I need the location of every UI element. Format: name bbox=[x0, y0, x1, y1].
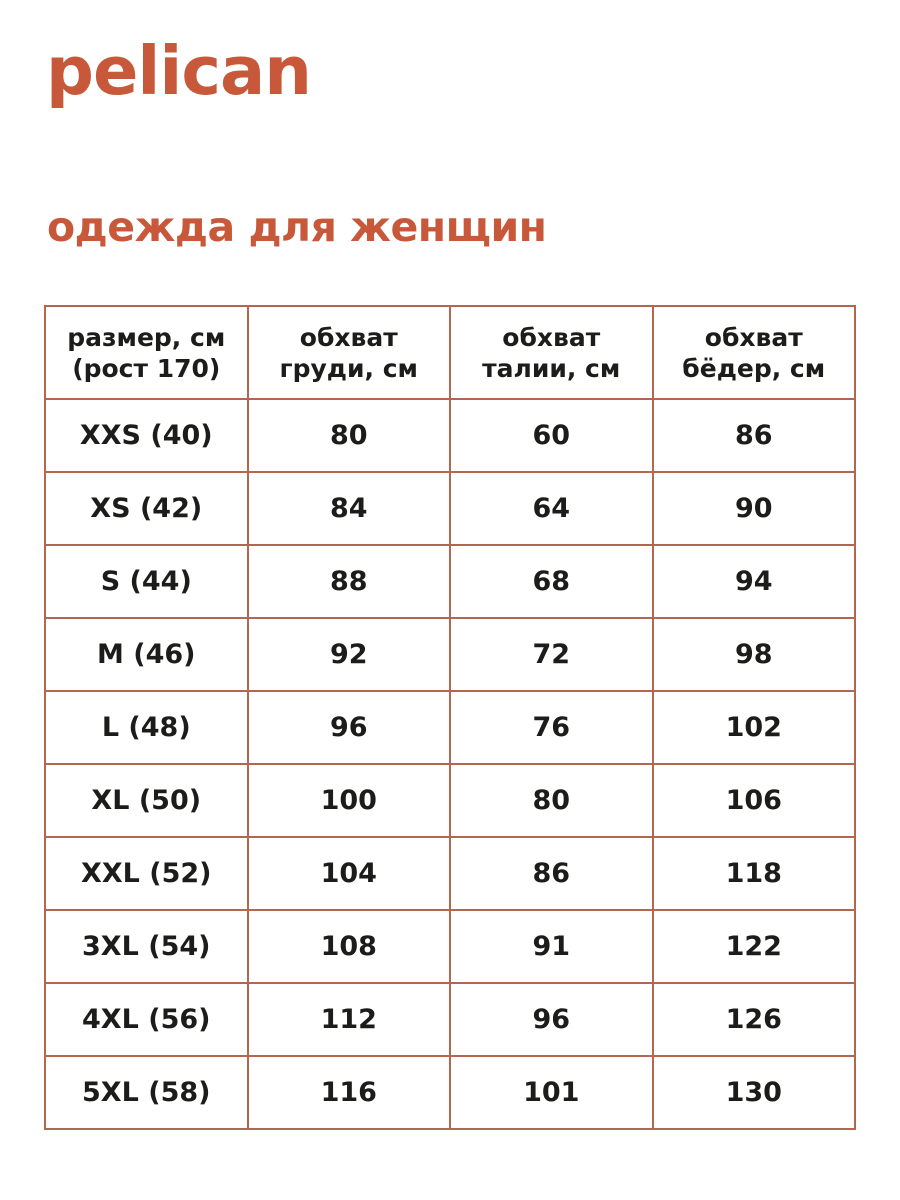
size-cell: M (46) bbox=[45, 618, 248, 691]
size-table-body bbox=[45, 399, 855, 1129]
waist-cell: 76 bbox=[450, 691, 653, 764]
waist-cell: 68 bbox=[450, 545, 653, 618]
waist-cell: 60 bbox=[450, 399, 653, 472]
size-cell: XXL (52) bbox=[45, 837, 248, 910]
hips-cell: 122 bbox=[653, 910, 856, 983]
chest-cell: 80 bbox=[248, 399, 451, 472]
size-cell: 4XL (56) bbox=[45, 983, 248, 1056]
table-row bbox=[45, 691, 855, 764]
header-hips bbox=[653, 306, 856, 399]
size-cell: 5XL (58) bbox=[45, 1056, 248, 1129]
chest-cell: 100 bbox=[248, 764, 451, 837]
waist-cell: 64 bbox=[450, 472, 653, 545]
table-row bbox=[45, 837, 855, 910]
size-cell: XS (42) bbox=[45, 472, 248, 545]
table-row bbox=[45, 983, 855, 1056]
size-table-head bbox=[45, 306, 855, 399]
table-row bbox=[45, 545, 855, 618]
waist-cell: 86 bbox=[450, 837, 653, 910]
hips-cell: 118 bbox=[653, 837, 856, 910]
hips-cell: 86 bbox=[653, 399, 856, 472]
hips-cell: 102 bbox=[653, 691, 856, 764]
waist-cell: 101 bbox=[450, 1056, 653, 1129]
waist-cell: 72 bbox=[450, 618, 653, 691]
header-waist-line2: талии, см bbox=[482, 353, 621, 383]
header-size bbox=[45, 306, 248, 399]
size-cell: S (44) bbox=[45, 545, 248, 618]
header-hips-line2: бёдер, см bbox=[682, 353, 826, 383]
table-row bbox=[45, 399, 855, 472]
size-cell: 3XL (54) bbox=[45, 910, 248, 983]
hips-cell: 94 bbox=[653, 545, 856, 618]
header-chest-line2: груди, см bbox=[279, 353, 418, 383]
header-chest bbox=[248, 306, 451, 399]
header-chest-line1: обхват bbox=[299, 322, 398, 352]
chest-cell: 84 bbox=[248, 472, 451, 545]
waist-cell: 96 bbox=[450, 983, 653, 1056]
header-waist-line1: обхват bbox=[502, 322, 601, 352]
header-row bbox=[45, 306, 855, 399]
chest-cell: 88 bbox=[248, 545, 451, 618]
chest-cell: 112 bbox=[248, 983, 451, 1056]
size-cell: XL (50) bbox=[45, 764, 248, 837]
chest-cell: 92 bbox=[248, 618, 451, 691]
chest-cell: 96 bbox=[248, 691, 451, 764]
hips-cell: 126 bbox=[653, 983, 856, 1056]
hips-cell: 98 bbox=[653, 618, 856, 691]
waist-cell: 91 bbox=[450, 910, 653, 983]
header-waist bbox=[450, 306, 653, 399]
hips-cell: 130 bbox=[653, 1056, 856, 1129]
page-title: одежда для женщин bbox=[47, 203, 547, 251]
header-hips-line1: обхват bbox=[704, 322, 803, 352]
table-row bbox=[45, 1056, 855, 1129]
size-cell: XXS (40) bbox=[45, 399, 248, 472]
chest-cell: 108 bbox=[248, 910, 451, 983]
size-table bbox=[44, 305, 856, 1130]
header-size-line1: размер, см bbox=[67, 322, 226, 352]
waist-cell: 80 bbox=[450, 764, 653, 837]
table-row bbox=[45, 910, 855, 983]
hips-cell: 106 bbox=[653, 764, 856, 837]
chest-cell: 104 bbox=[248, 837, 451, 910]
table-row bbox=[45, 618, 855, 691]
brand-logo: pelican bbox=[46, 32, 311, 110]
table-row bbox=[45, 472, 855, 545]
size-cell: L (48) bbox=[45, 691, 248, 764]
header-size-line2: (рост 170) bbox=[72, 353, 221, 383]
table-row bbox=[45, 764, 855, 837]
hips-cell: 90 bbox=[653, 472, 856, 545]
chest-cell: 116 bbox=[248, 1056, 451, 1129]
